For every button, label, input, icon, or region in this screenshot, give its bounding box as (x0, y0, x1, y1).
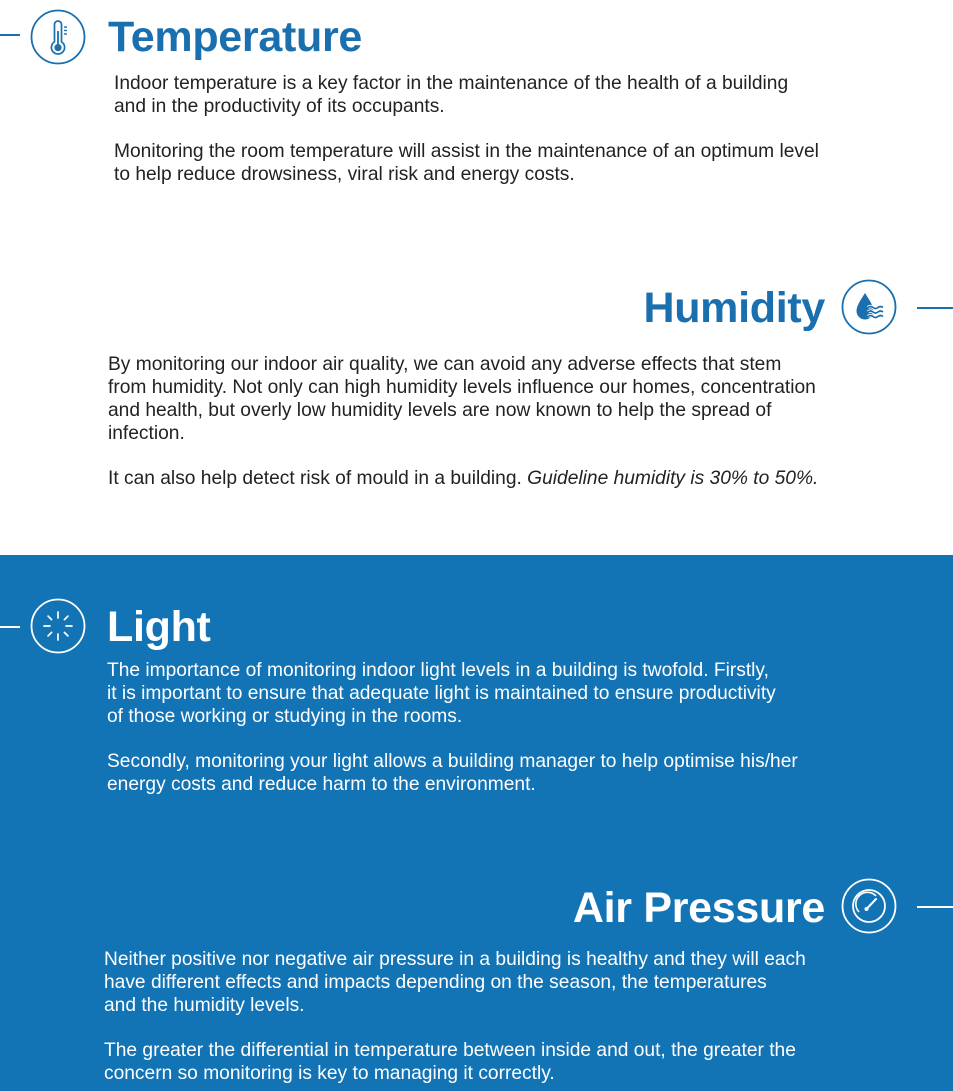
water-drop-waves-icon (841, 279, 897, 335)
light-burst-icon (30, 598, 86, 654)
section-rule-right (917, 307, 953, 309)
section-rule-right (917, 906, 953, 908)
humidity-guideline: Guideline humidity is 30% to 50%. (527, 468, 819, 489)
humidity-paragraph-2-text: It can also help detect risk of mould in a building. (108, 468, 528, 489)
section-rule-left (0, 626, 20, 628)
section-title-humidity: Humidity (643, 284, 825, 332)
section-title-light: Light (107, 603, 211, 651)
humidity-paragraph-1: By monitoring our indoor air quality, we can avoid any adverse effects that stem from humidity. Not only can high humidity levels influence our homes, concentration and health, but overly low humidity levels are now known to help the spread of infection. (108, 354, 816, 444)
air-pressure-paragraph-1: Neither positive nor negative air pressure in a building is healthy and they will each have different effects and impacts depending on the season, the temperatures and the humidity levels. (104, 949, 806, 1016)
thermometer-icon (30, 9, 86, 65)
light-paragraph-1: The importance of monitoring indoor light levels in a building is twofold. Firstly, it is important to ensure that adequate light is maintained to ensure productivity of those working or studying in the rooms. (107, 660, 776, 727)
pressure-gauge-icon (841, 878, 897, 934)
section-title-air-pressure: Air Pressure (572, 884, 825, 932)
air-pressure-paragraph-2: The greater the differential in temperature between inside and out, the greater the concern so monitoring is key to managing it correctly. (104, 1040, 796, 1084)
light-paragraph-2: Secondly, monitoring your light allows a building manager to help optimise his/her energy costs and reduce harm to the environment. (107, 751, 798, 795)
section-rule-left (0, 34, 20, 36)
temperature-paragraph-2: Monitoring the room temperature will assist in the maintenance of an optimum level to help reduce drowsiness, viral risk and energy costs. (114, 141, 819, 185)
section-title-temperature: Temperature (108, 13, 362, 61)
humidity-paragraph-2 (108, 467, 818, 490)
temperature-paragraph-1: Indoor temperature is a key factor in the maintenance of the health of a building and in the productivity of its occupants. (114, 73, 789, 117)
